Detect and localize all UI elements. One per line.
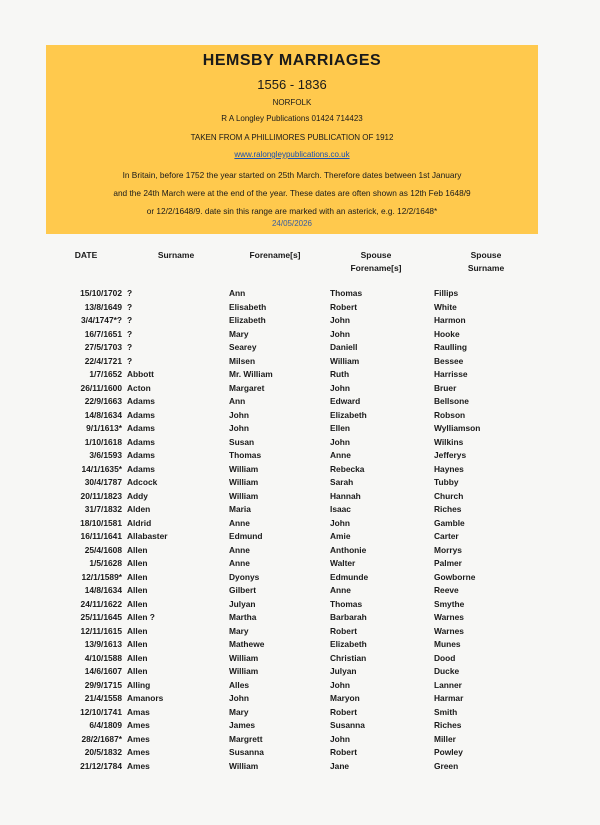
forenames-cell: Gilbert: [229, 585, 256, 595]
table-row: [0, 693, 600, 707]
county-label: NORFOLK: [272, 98, 312, 107]
spouse-surname-cell: Warnes: [434, 625, 464, 636]
spouse-surname-cell: Smith: [434, 706, 458, 717]
spouse-forenames-cell: John: [330, 328, 351, 339]
spouse-forenames-cell: Ruth: [330, 369, 350, 379]
forenames-cell: John: [229, 409, 250, 420]
spouse-surname-cell: Fillips: [434, 288, 459, 298]
table-row: [0, 477, 600, 491]
marriage-date-cell: 6/4/1809: [89, 720, 122, 730]
column-header-forenames: Forename[s]: [249, 250, 301, 260]
surname-cell: ?: [127, 301, 133, 312]
surname-cell: Allen: [127, 571, 148, 582]
marriage-date-cell: 1/7/1652: [89, 369, 122, 379]
forenames-cell: Susan: [229, 436, 255, 447]
table-row: [0, 329, 600, 343]
column-header-date: DATE: [74, 250, 98, 260]
spouse-forenames-cell: Robert: [330, 706, 357, 717]
forenames-cell: Edmund: [229, 531, 263, 541]
surname-cell: Alden: [127, 504, 151, 514]
marriage-date-cell: 22/4/1721: [84, 355, 122, 366]
forenames-cell: Maria: [229, 504, 251, 514]
forenames-cell: Thomas: [229, 450, 262, 460]
table-row: [0, 653, 600, 667]
forenames-cell: Mary: [229, 625, 249, 636]
spouse-surname-cell: Dood: [434, 652, 456, 663]
surname-cell: Adcock: [127, 477, 158, 487]
header-line: Spouse: [360, 250, 392, 260]
forenames-cell: John: [229, 693, 250, 703]
table-row: [0, 572, 600, 586]
marriage-date-cell: 14/8/1634: [84, 409, 122, 420]
surname-cell: Allen: [127, 666, 148, 676]
forenames-cell: Ann: [229, 396, 246, 406]
table-row: [0, 734, 600, 748]
spouse-surname-cell: Wilkins: [434, 436, 464, 447]
dating-note: [60, 166, 524, 220]
surname-cell: Aldrid: [127, 517, 152, 528]
source-line: TAKEN FROM A PHILLIMORES PUBLICATION OF 1912: [190, 133, 394, 142]
marriage-date-cell: 13/9/1613: [84, 639, 122, 649]
surname-cell: Adams: [127, 436, 155, 447]
spouse-forenames-cell: Robert: [330, 625, 357, 636]
spouse-forenames-cell: William: [330, 355, 360, 366]
spouse-forenames-cell: Thomas: [330, 598, 363, 609]
spouse-forenames-cell: Edmunde: [330, 571, 369, 582]
year-range: 1556 - 1836: [257, 77, 327, 92]
marriage-date-cell: 16/7/1651: [84, 328, 122, 339]
marriage-date-cell: 3/4/1747*?: [81, 315, 122, 325]
marriage-date-cell: 4/10/1588: [84, 652, 122, 663]
publisher-line: R A Longley Publications 01424 714423: [221, 114, 363, 123]
forenames-cell: Milsen: [229, 355, 256, 366]
marriage-date-cell: 30/4/1787: [84, 477, 122, 487]
table-row: [0, 491, 600, 505]
spouse-forenames-cell: Walter: [330, 558, 356, 568]
marriage-date-cell: 21/12/1784: [80, 760, 122, 771]
forenames-cell: James: [229, 720, 256, 730]
spouse-surname-cell: Raulling: [434, 342, 468, 352]
surname-cell: Adams: [127, 396, 155, 406]
surname-cell: ?: [127, 355, 133, 366]
forenames-cell: Elisabeth: [229, 301, 267, 312]
marriage-date-cell: 20/11/1823: [80, 490, 122, 501]
marriage-date-cell: 14/8/1634: [84, 585, 122, 595]
forenames-cell: William: [229, 666, 259, 676]
table-row: [0, 747, 600, 761]
forenames-cell: William: [229, 477, 259, 487]
spouse-surname-cell: Haynes: [434, 463, 464, 474]
table-row: [0, 356, 600, 370]
spouse-surname-cell: Riches: [434, 720, 462, 730]
spouse-forenames-cell: Rebecka: [330, 463, 365, 474]
spouse-surname-cell: Riches: [434, 504, 462, 514]
surname-cell: Ames: [127, 747, 150, 757]
spouse-surname-cell: Harmar: [434, 693, 464, 703]
table-row: [0, 288, 600, 302]
marriage-date-cell: 28/2/1687*: [81, 733, 122, 744]
forenames-cell: William: [229, 652, 259, 663]
marriage-date-cell: 9/1/1613*: [86, 423, 122, 433]
spouse-forenames-cell: Anne: [330, 450, 351, 460]
table-row: [0, 626, 600, 640]
spouse-forenames-cell: Barbarah: [330, 612, 367, 622]
surname-cell: Allabaster: [127, 531, 168, 541]
spouse-surname-cell: Church: [434, 490, 464, 501]
table-row: [0, 531, 600, 545]
spouse-forenames-cell: John: [330, 733, 351, 744]
column-header-spouse-surname: [446, 249, 526, 275]
table-row: [0, 396, 600, 410]
marriage-date-cell: 25/11/1645: [80, 612, 122, 622]
table-row: [0, 761, 600, 775]
table-row: [0, 302, 600, 316]
spouse-surname-cell: Carter: [434, 531, 459, 541]
header-line: Surname: [467, 263, 505, 273]
table-row: [0, 599, 600, 613]
surname-cell: ?: [127, 342, 133, 352]
forenames-cell: William: [229, 490, 259, 501]
table-row: [0, 707, 600, 721]
spouse-surname-cell: Ducke: [434, 666, 460, 676]
surname-cell: Acton: [127, 382, 151, 393]
website-link[interactable]: www.ralongleypublications.co.uk: [234, 150, 350, 159]
spouse-surname-cell: Harrisse: [434, 369, 468, 379]
marriage-date-cell: 12/10/1741: [80, 706, 122, 717]
forenames-cell: William: [229, 463, 259, 474]
column-header-spouse-forenames: [336, 249, 416, 275]
table-row: [0, 558, 600, 572]
table-row: [0, 423, 600, 437]
surname-cell: Allen: [127, 625, 148, 636]
forenames-cell: Julyan: [229, 598, 256, 609]
marriage-records-table: [0, 288, 600, 774]
surname-cell: Adams: [127, 450, 155, 460]
table-row: [0, 383, 600, 397]
spouse-surname-cell: Wylliamson: [434, 423, 481, 433]
marriage-date-cell: 14/6/1607: [84, 666, 122, 676]
spouse-forenames-cell: Isaac: [330, 504, 351, 514]
spouse-forenames-cell: Robert: [330, 747, 357, 757]
spouse-surname-cell: Munes: [434, 639, 461, 649]
forenames-cell: Mathewe: [229, 639, 265, 649]
spouse-forenames-cell: Anthonie: [330, 544, 367, 555]
forenames-cell: Martha: [229, 612, 257, 622]
surname-cell: Allen: [127, 598, 148, 609]
surname-cell: Addy: [127, 490, 148, 501]
spouse-forenames-cell: Sarah: [330, 477, 354, 487]
table-row: [0, 680, 600, 694]
table-row: [0, 437, 600, 451]
spouse-forenames-cell: Ellen: [330, 423, 351, 433]
spouse-surname-cell: Palmer: [434, 558, 462, 568]
table-row: [0, 585, 600, 599]
forenames-cell: Ann: [229, 288, 246, 298]
spouse-surname-cell: Warnes: [434, 612, 464, 622]
spouse-surname-cell: Smythe: [434, 598, 465, 609]
surname-cell: ?: [127, 288, 133, 298]
column-header-surname: Surname: [157, 250, 195, 260]
marriage-date-cell: 15/10/1702: [80, 288, 122, 298]
marriage-date-cell: 1/10/1618: [84, 436, 122, 447]
marriage-date-cell: 22/9/1663: [84, 396, 122, 406]
marriage-date-cell: 31/7/1832: [84, 504, 122, 514]
table-row: [0, 545, 600, 559]
spouse-forenames-cell: Anne: [330, 585, 351, 595]
forenames-cell: Mary: [229, 328, 249, 339]
marriage-date-cell: 12/1/1589*: [81, 571, 122, 582]
surname-cell: Allen: [127, 652, 148, 663]
forenames-cell: Susanna: [229, 747, 264, 757]
surname-cell: Ames: [127, 733, 150, 744]
spouse-forenames-cell: Julyan: [330, 666, 357, 676]
spouse-surname-cell: White: [434, 301, 457, 312]
spouse-surname-cell: Morrys: [434, 544, 462, 555]
forenames-cell: Alles: [229, 679, 250, 690]
dating-note-line: In Britain, before 1752 the year started on 25th March. Therefore dates between 1st January: [122, 170, 462, 180]
spouse-forenames-cell: Maryon: [330, 693, 360, 703]
spouse-forenames-cell: Daniell: [330, 342, 358, 352]
header-line: Spouse: [470, 250, 502, 260]
table-row: [0, 369, 600, 383]
marriage-date-cell: 14/1/1635*: [81, 463, 122, 474]
marriage-date-cell: 13/8/1649: [84, 301, 122, 312]
header-line: Forename[s]: [350, 263, 402, 273]
spouse-forenames-cell: Hannah: [330, 490, 361, 501]
spouse-forenames-cell: John: [330, 517, 351, 528]
marriage-date-cell: 20/5/1832: [84, 747, 122, 757]
forenames-cell: Dyonys: [229, 571, 260, 582]
spouse-forenames-cell: Elizabeth: [330, 639, 367, 649]
surname-cell: Amanors: [127, 693, 164, 703]
surname-cell: Allen: [127, 585, 148, 595]
spouse-surname-cell: Green: [434, 760, 459, 771]
marriage-date-cell: 1/5/1628: [89, 558, 122, 568]
spouse-surname-cell: Bessee: [434, 355, 464, 366]
marriage-date-cell: 27/5/1703: [84, 342, 122, 352]
spouse-surname-cell: Tubby: [434, 477, 459, 487]
surname-cell: ?: [127, 328, 133, 339]
print-date: 24/05/2026: [271, 219, 313, 228]
marriage-date-cell: 16/11/1641: [80, 531, 122, 541]
spouse-surname-cell: Gowborne: [434, 571, 476, 582]
marriage-date-cell: 21/4/1558: [84, 693, 122, 703]
table-row: [0, 315, 600, 329]
spouse-surname-cell: Lanner: [434, 679, 462, 690]
spouse-surname-cell: Harmon: [434, 315, 466, 325]
surname-cell: Adams: [127, 409, 155, 420]
spouse-forenames-cell: John: [330, 382, 351, 393]
surname-cell: ?: [127, 315, 133, 325]
spouse-forenames-cell: Amie: [330, 531, 351, 541]
spouse-forenames-cell: Thomas: [330, 288, 363, 298]
spouse-forenames-cell: Christian: [330, 652, 367, 663]
marriage-date-cell: 12/11/1615: [80, 625, 122, 636]
forenames-cell: Anne: [229, 544, 250, 555]
surname-cell: Allen: [127, 639, 148, 649]
table-row: [0, 666, 600, 680]
spouse-surname-cell: Robson: [434, 409, 466, 420]
table-row: [0, 342, 600, 356]
spouse-surname-cell: Bellsone: [434, 396, 469, 406]
surname-cell: Allen: [127, 544, 148, 555]
forenames-cell: Searey: [229, 342, 257, 352]
table-row: [0, 639, 600, 653]
forenames-cell: John: [229, 423, 250, 433]
forenames-cell: Margaret: [229, 382, 265, 393]
forenames-cell: Anne: [229, 558, 250, 568]
table-row: [0, 464, 600, 478]
table-row: [0, 450, 600, 464]
header-banner: [46, 45, 538, 234]
surname-cell: Alling: [127, 679, 151, 690]
table-row: [0, 720, 600, 734]
surname-cell: Ames: [127, 720, 150, 730]
forenames-cell: Mr. William: [229, 369, 273, 379]
spouse-forenames-cell: Jane: [330, 760, 350, 771]
surname-cell: Allen ?: [127, 612, 155, 622]
spouse-surname-cell: Hooke: [434, 328, 460, 339]
forenames-cell: Margrett: [229, 733, 263, 744]
spouse-surname-cell: Powley: [434, 747, 463, 757]
spouse-forenames-cell: Robert: [330, 301, 357, 312]
dating-note-line: or 12/2/1648/9. date sin this range are marked with an asterick, e.g. 12/2/1648*: [146, 206, 438, 216]
surname-cell: Abbott: [127, 369, 154, 379]
marriage-date-cell: 25/4/1608: [84, 544, 122, 555]
table-row: [0, 504, 600, 518]
document-title: HEMSBY MARRIAGES: [202, 52, 382, 69]
marriage-date-cell: 29/9/1715: [84, 679, 122, 690]
spouse-forenames-cell: Elizabeth: [330, 409, 367, 420]
marriage-date-cell: 26/11/1600: [80, 382, 122, 393]
spouse-surname-cell: Jefferys: [434, 450, 467, 460]
forenames-cell: Anne: [229, 517, 250, 528]
spouse-forenames-cell: Edward: [330, 396, 361, 406]
surname-cell: Allen: [127, 558, 148, 568]
dating-note-line: and the 24th March were at the end of the year. These dates are often shown as 12th Feb 1648/9: [113, 188, 471, 198]
spouse-surname-cell: Miller: [434, 733, 456, 744]
forenames-cell: Elizabeth: [229, 315, 266, 325]
marriage-date-cell: 24/11/1622: [80, 598, 122, 609]
marriage-date-cell: 18/10/1581: [80, 517, 122, 528]
surname-cell: Adams: [127, 423, 155, 433]
table-row: [0, 518, 600, 532]
spouse-forenames-cell: John: [330, 436, 351, 447]
table-row: [0, 410, 600, 424]
spouse-surname-cell: Bruer: [434, 382, 457, 393]
spouse-surname-cell: Reeve: [434, 585, 459, 595]
surname-cell: Adams: [127, 463, 155, 474]
marriage-date-cell: 3/6/1593: [89, 450, 122, 460]
spouse-surname-cell: Gamble: [434, 517, 465, 528]
forenames-cell: Mary: [229, 706, 249, 717]
spouse-forenames-cell: John: [330, 679, 351, 690]
spouse-forenames-cell: John: [330, 315, 351, 325]
table-row: [0, 612, 600, 626]
surname-cell: Amas: [127, 706, 150, 717]
surname-cell: Ames: [127, 760, 150, 771]
forenames-cell: William: [229, 760, 259, 771]
spouse-forenames-cell: Susanna: [330, 720, 365, 730]
